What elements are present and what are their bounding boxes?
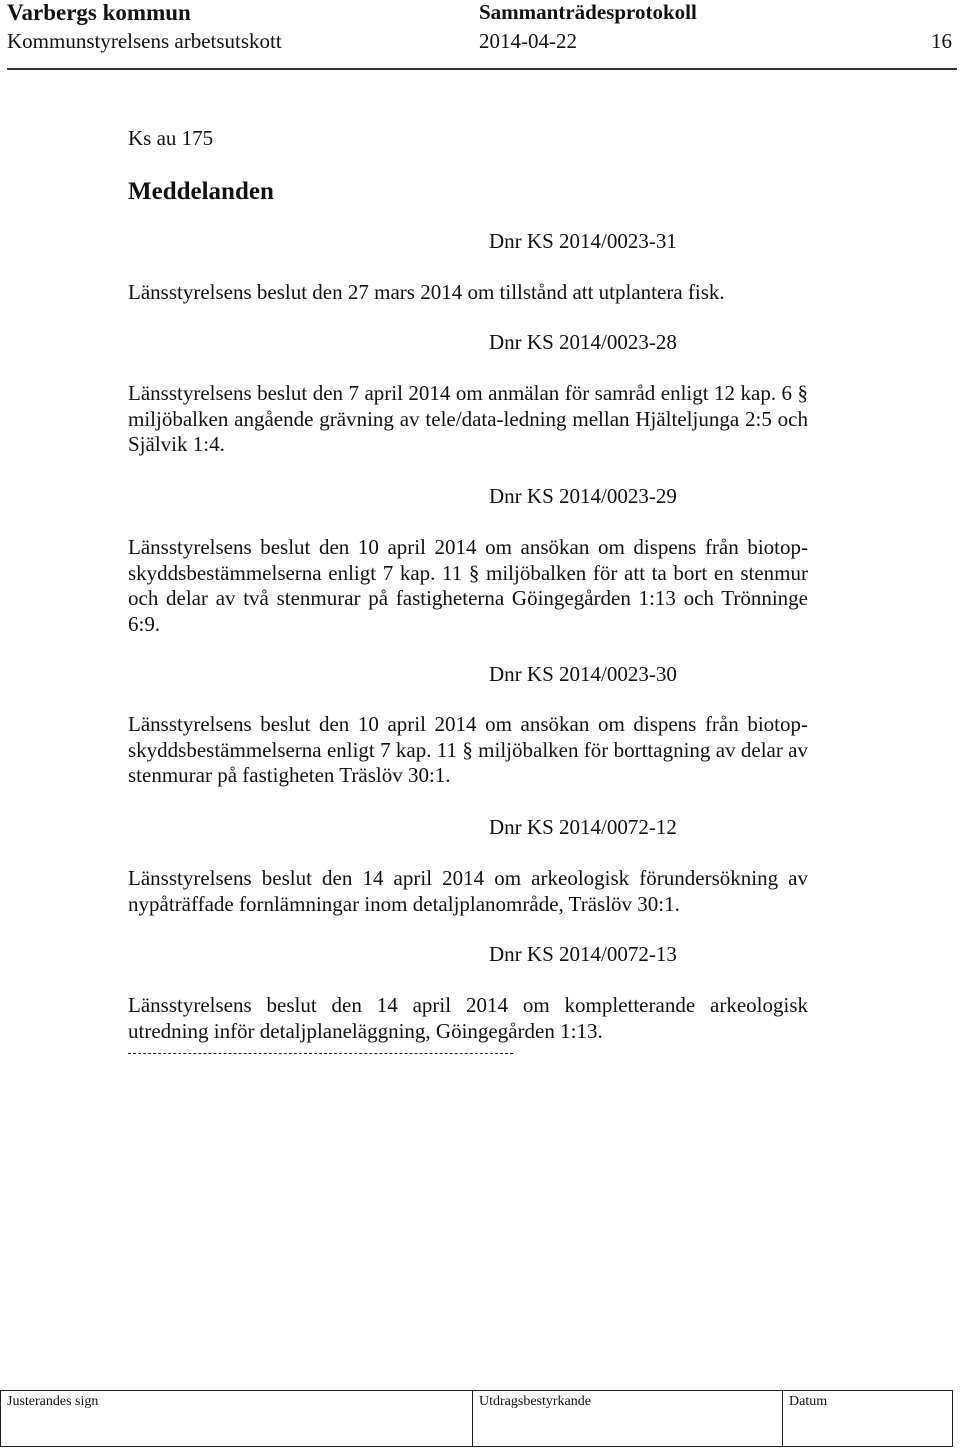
organization-name: Varbergs kommun [7,0,191,25]
sign-cell: Justerandes sign [1,1391,473,1446]
item-reference: Dnr KS 2014/0072-13 [489,942,677,966]
item-text: Länsstyrelsens beslut den 10 april 2014 om ansökan om dispens från biotop-skyddsbestämmelserna enligt 7 kap. 11 § miljöbalken för att ta bort en stenmur och delar av två stenmurar på fastigheterna Göingegården 1:13 och Trönninge 6:9. [128,535,808,636]
item-reference: Dnr KS 2014/0023-31 [489,229,677,253]
item-reference: Dnr KS 2014/0023-29 [489,484,677,508]
excerpt-cell: Utdragsbestyrkande [473,1391,783,1446]
item-reference: Dnr KS 2014/0023-28 [489,330,677,354]
item-text: Länsstyrelsens beslut den 10 april 2014 om ansökan om dispens från biotop-skyddsbestämmelserna enligt 7 kap. 11 § miljöbalken för borttagning av delar av stenmurar på fastigheten Träslöv 30:1. [128,712,808,787]
end-divider [128,1053,513,1054]
header-divider [7,68,957,70]
item-text: Länsstyrelsens beslut den 7 april 2014 om anmälan för samråd enligt 12 kap. 6 § miljöbalken angående grävning av tele/data-ledning mellan Hjälteljunga 2:5 och Självik 1:4. [128,381,808,456]
item-reference: Dnr KS 2014/0072-12 [489,815,677,839]
case-number: Ks au 175 [128,126,214,150]
item-text: Länsstyrelsens beslut den 14 april 2014 om arkeologisk förundersökning av nypåträffade fornlämningar inom detaljplanområde, Träslöv 30:1. [128,866,808,916]
document-type: Sammanträdesprotokoll [479,0,697,24]
item-text: Länsstyrelsens beslut den 14 april 2014 om kompletterande arkeologisk utredning inför detaljplaneläggning, Göingegården 1:13. [128,993,808,1043]
item-text: Länsstyrelsens beslut den 27 mars 2014 om tillstånd att utplantera fisk. [128,280,725,304]
signature-footer [0,1390,953,1447]
page-title: Meddelanden [128,178,274,205]
committee-name: Kommunstyrelsens arbetsutskott [7,29,282,53]
item-reference: Dnr KS 2014/0023-30 [489,662,677,686]
page-number: 16 [931,29,952,53]
meeting-date: 2014-04-22 [479,29,577,53]
date-cell: Datum [789,1394,828,1409]
